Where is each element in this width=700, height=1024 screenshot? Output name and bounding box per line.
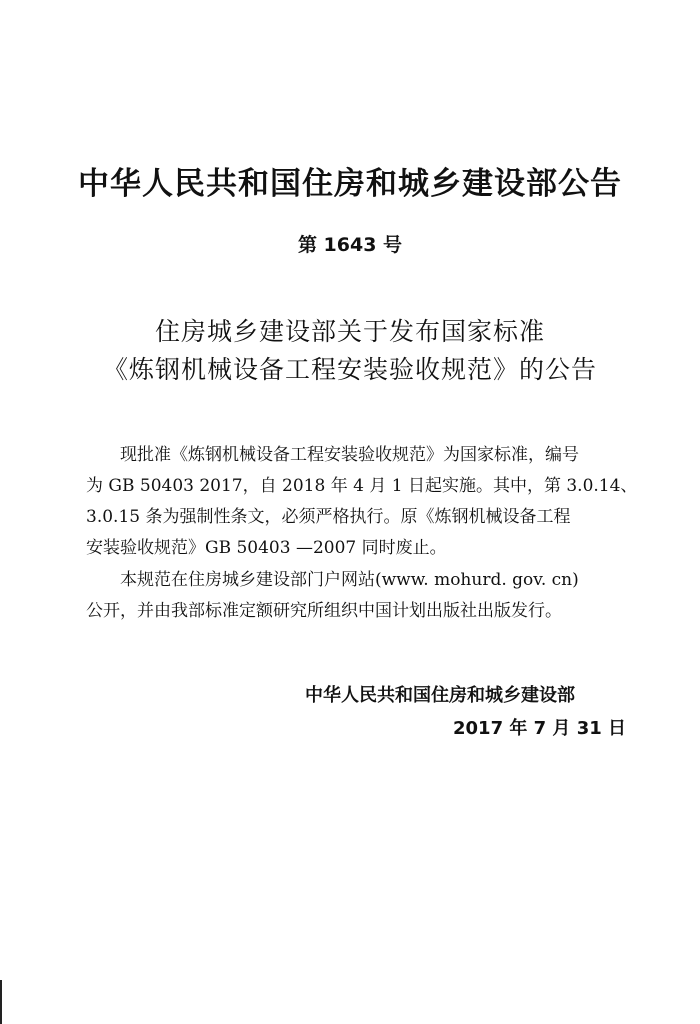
page-edge-mark (0, 980, 2, 1024)
announcement-subtitle-line-1: 住房城乡建设部关于发布国家标准 (154, 317, 545, 346)
body-paragraph-1 (86, 440, 646, 564)
signature-organization: 中华人民共和国住房和城乡建设部 (305, 685, 575, 706)
paragraph-line: 为 GB 50403 2017，自 2018 年 4 月 1 日起实施。其中，第 3.0.14、 (86, 476, 638, 496)
paragraph-line: 3.0.15 条为强制性条文，必须严格执行。原《炼钢机械设备工程 (86, 507, 571, 527)
paragraph-line: 安装验收规范》GB 50403 —2007 同时废止。 (86, 538, 447, 558)
paragraph-line: 公开，并由我部标准定额研究所组织中国计划出版社出版发行。 (86, 601, 562, 621)
body-paragraph-2 (86, 565, 646, 627)
paragraph-line: 现批准《炼钢机械设备工程安装验收规范》为国家标准，编号 (120, 445, 579, 465)
announcement-heading: 中华人民共和国住房和城乡建设部公告 (78, 166, 622, 202)
paragraph-line: 本规范在住房城乡建设部门户网站(www. mohurd. gov. cn) (120, 570, 579, 590)
announcement-number: 第 1643 号 (297, 234, 403, 256)
announcement-subtitle-line-2: 《炼钢机械设备工程安装验收规范》的公告 (102, 355, 597, 384)
signature-date: 2017 年 7 月 31 日 (453, 718, 627, 739)
